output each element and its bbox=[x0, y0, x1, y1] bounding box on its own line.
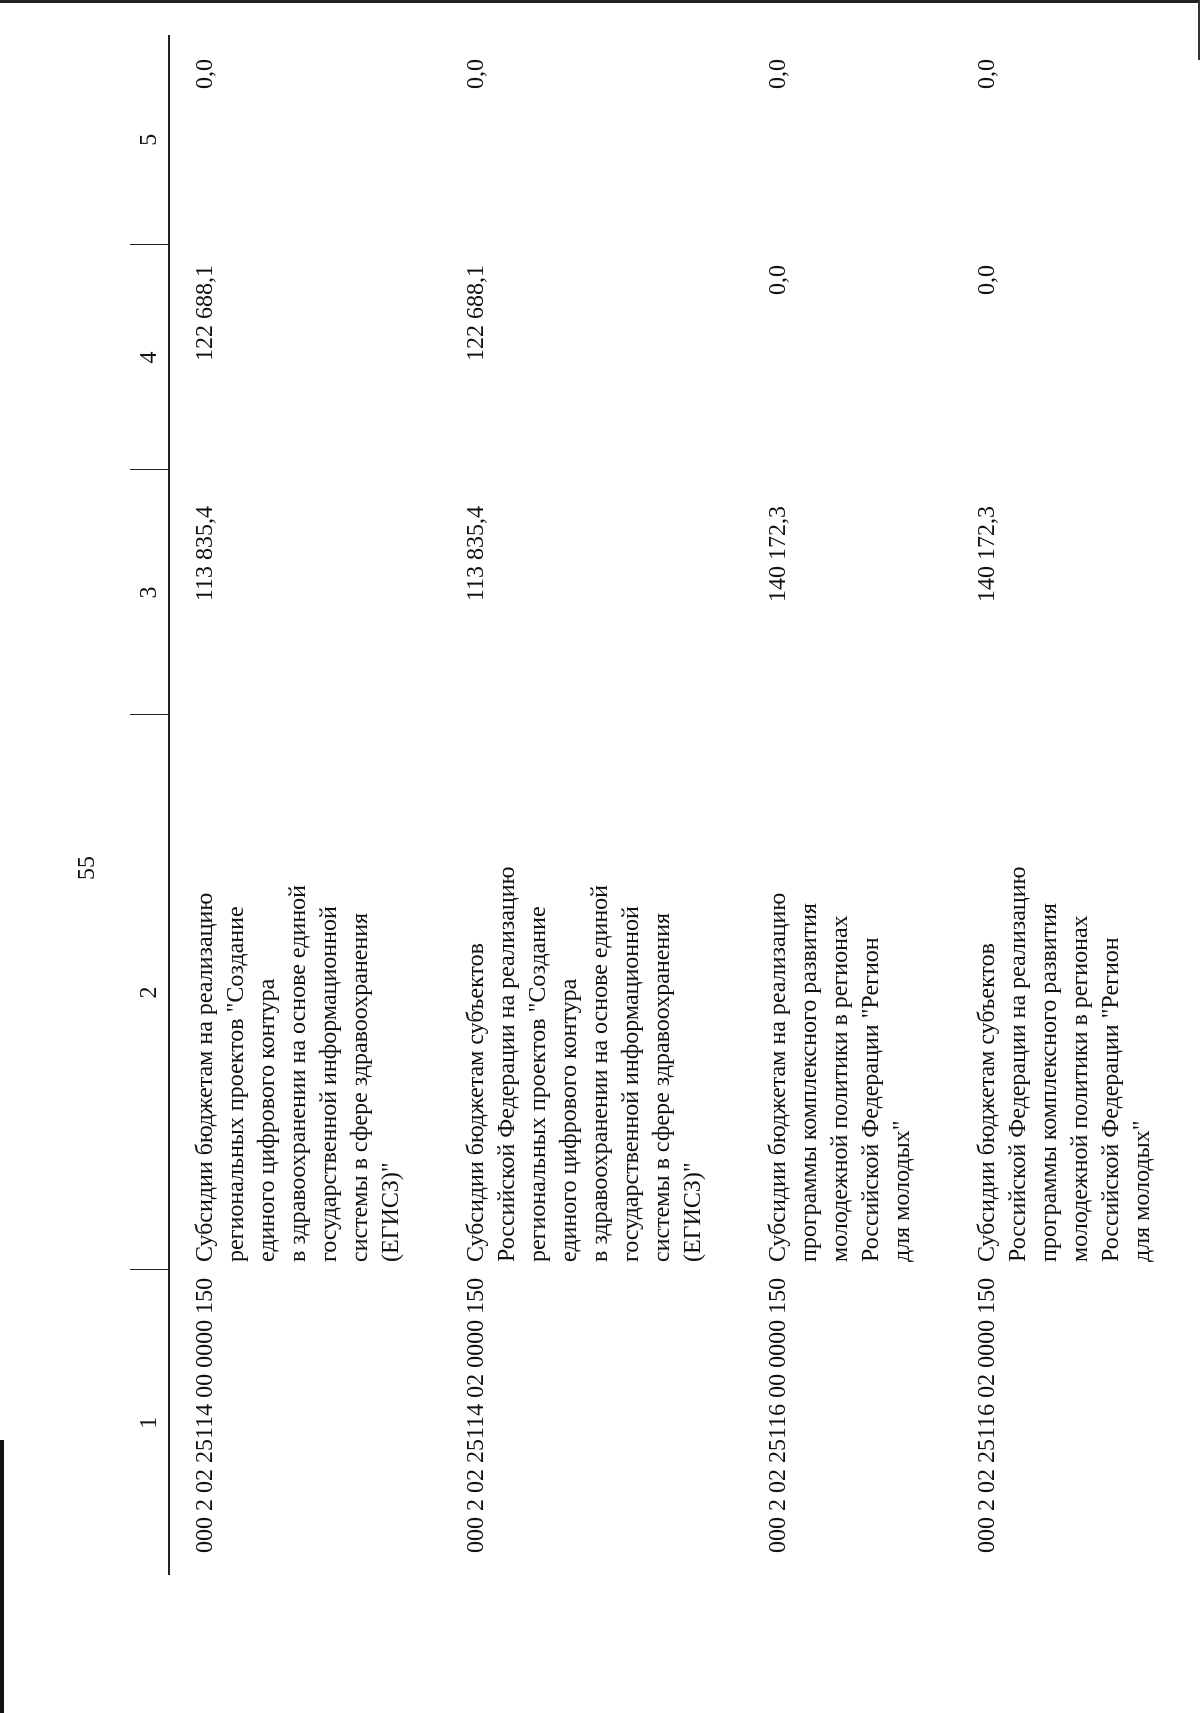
budget-table bbox=[130, 35, 1192, 1575]
row-value-col-4: 0,0 bbox=[974, 265, 1000, 295]
row-value-col-5: 0,0 bbox=[463, 59, 489, 89]
row-name: Субсидии бюджетам субъектов Российской Федерации на реализацию программы комплексного развития молодежной политики в регионах Российской Федерации "Регион для молодых" bbox=[974, 866, 1155, 1262]
table-row bbox=[169, 35, 441, 1575]
row-name: Субсидии бюджетам на реализацию программы комплексного развития молодежной политики в регионах Российской Федерации "Регион для молодых" bbox=[765, 892, 915, 1262]
row-name: Субсидии бюджетам субъектов Российской Федерации на реализацию региональных проектов "Создание единого цифрового контура в здравоохранении на основе единой государственной информационной системы в сфере здравоохранения (ЕГИСЗ)" bbox=[463, 866, 706, 1262]
row-code: 000 2 02 25116 00 0000 150 bbox=[765, 1277, 791, 1553]
row-value-col-5: 0,0 bbox=[765, 59, 791, 89]
row-value-col-3: 140 172,3 bbox=[765, 506, 791, 602]
row-code: 000 2 02 25116 02 0000 150 bbox=[974, 1277, 1000, 1553]
table-row bbox=[441, 35, 743, 1575]
row-value-col-3: 113 835,4 bbox=[192, 506, 218, 602]
budget-table-container bbox=[130, 35, 1192, 1575]
table-header-row bbox=[130, 35, 169, 1575]
row-value-col-4: 122 688,1 bbox=[192, 265, 218, 361]
header-col-3: 3 bbox=[130, 470, 169, 715]
table-row bbox=[952, 35, 1192, 1575]
row-value-col-4: 0,0 bbox=[765, 265, 791, 295]
row-value-col-4: 122 688,1 bbox=[463, 265, 489, 361]
row-value-col-5: 0,0 bbox=[192, 59, 218, 89]
row-code: 000 2 02 25114 02 0000 150 bbox=[463, 1277, 489, 1553]
header-col-5: 5 bbox=[130, 35, 169, 245]
row-value-col-5: 0,0 bbox=[974, 59, 1000, 89]
row-code: 000 2 02 25114 00 0000 150 bbox=[192, 1277, 218, 1553]
row-value-col-3: 140 172,3 bbox=[974, 506, 1000, 602]
header-col-1: 1 bbox=[130, 1270, 169, 1575]
row-name: Субсидии бюджетам на реализацию региональных проектов "Создание единого цифрового контура в здравоохранении на основе единой государственной информационной системы в сфере здравоохранения (ЕГИСЗ)" bbox=[192, 884, 404, 1262]
table-row bbox=[743, 35, 952, 1575]
header-col-4: 4 bbox=[130, 245, 169, 470]
header-col-2: 2 bbox=[130, 715, 169, 1270]
row-value-col-3: 113 835,4 bbox=[463, 506, 489, 602]
page-number: 55 bbox=[74, 856, 100, 880]
